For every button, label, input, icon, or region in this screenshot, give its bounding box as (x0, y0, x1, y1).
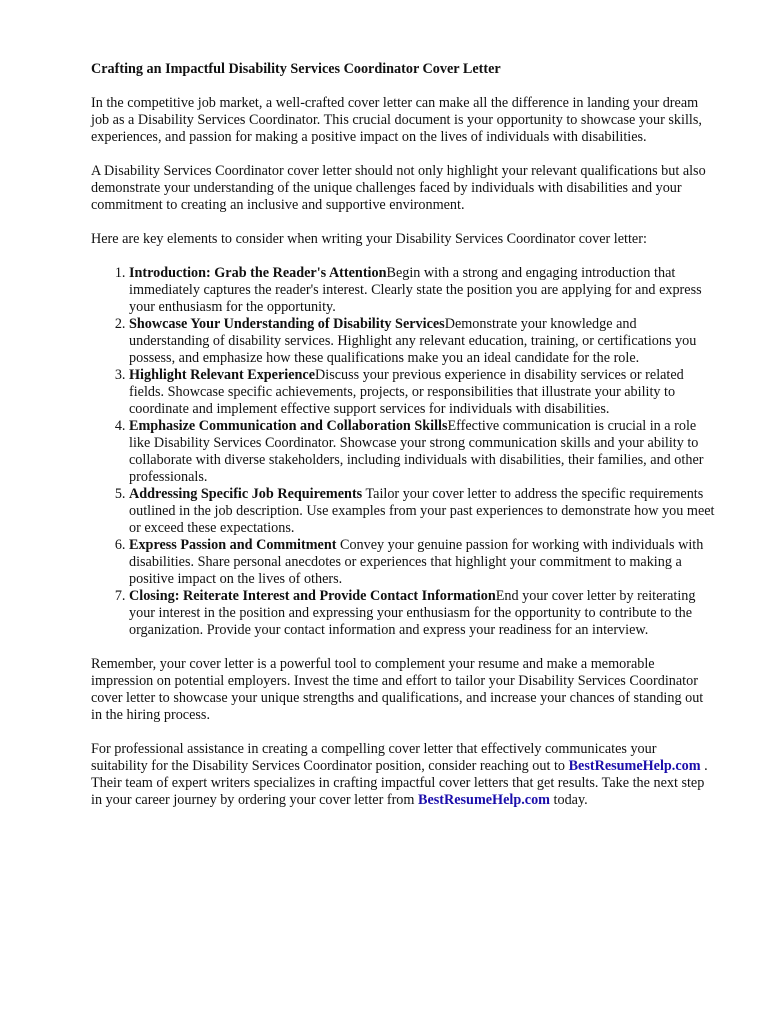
cta-text-1: For professional assistance in creating a compelling cover letter that effectively communicates your suitability for the Disability Services Coordinator position, consider reaching out to (91, 741, 657, 774)
list-item (129, 537, 716, 588)
intro-paragraph-1: In the competitive job market, a well-crafted cover letter can make all the difference in landing your dream job as a Disability Services Coordinator. This crucial document is your opportunity to showcase your skills, experiences, and passion for making a positive impact on the lives of individuals with disabilities. (91, 95, 702, 145)
document-title: Crafting an Impactful Disability Services Coordinator Cover Letter (91, 61, 501, 77)
cta-text-3: today. (549, 792, 588, 808)
intro-paragraph-3: Here are key elements to consider when writing your Disability Services Coordinator cover letter: (91, 231, 647, 247)
list-item (129, 418, 716, 486)
bestresumehelp-link-1[interactable]: BestResumeHelp.com (568, 758, 701, 774)
list-item-title: Highlight Relevant Experience (129, 367, 315, 383)
list-item (129, 588, 716, 639)
list-item (129, 486, 716, 537)
list-item-text: Convey your genuine passion for working with individuals with disabilities. Share personal anecdotes or experiences that highlight your commitment to making a positive impact on the lives of others. (129, 537, 704, 587)
list-item (129, 316, 716, 367)
cta-text-2: . Their team of expert writers specializes in crafting impactful cover letters that get results. Take the next step in your career journey by ordering your cover letter from (91, 758, 708, 808)
bestresumehelp-link-2[interactable]: BestResumeHelp.com (417, 792, 550, 808)
list-item (129, 265, 716, 316)
list-item-text: Begin with a strong and engaging introduction that immediately captures the reader's interest. Clearly state the position you are applying for and express your enthusiasm for the opportunity. (129, 265, 702, 315)
list-item-title: Closing: Reiterate Interest and Provide Contact Information (129, 588, 496, 604)
list-item-text: Tailor your cover letter to address the specific requirements outlined in the job description. Use examples from your past experiences to demonstrate how you meet or exceed these expectations. (129, 486, 715, 536)
list-item-text: End your cover letter by reiterating your interest in the position and expressing your enthusiasm for the opportunity to contribute to the organization. Provide your contact information and express your readiness for an interview. (129, 588, 696, 638)
list-item-title: Express Passion and Commitment (129, 537, 337, 553)
key-elements-list (91, 265, 716, 639)
closing-paragraph: Remember, your cover letter is a powerful tool to complement your resume and make a memorable impression on potential employers. Invest the time and effort to tailor your Disability Services Coordinator cover letter to showcase your unique strengths and qualifications, and increase your chances of standing out in the hiring process. (91, 656, 704, 723)
list-item-title: Introduction: Grab the Reader's Attention (129, 265, 387, 281)
cta-paragraph (91, 741, 716, 809)
list-item (129, 367, 716, 418)
list-item-text: Discuss your previous experience in disability services or related fields. Showcase specific achievements, projects, or responsibilities that illustrate your ability to coordinate and implement effective support services for individuals with disabilities. (129, 367, 684, 417)
list-item-title: Showcase Your Understanding of Disability Services (129, 316, 445, 332)
list-item-title: Addressing Specific Job Requirements (129, 486, 363, 502)
list-item-text: Demonstrate your knowledge and understanding of disability services. Highlight any relevant education, training, or certifications you possess, and emphasize how these qualifications make you an ideal candidate for the role. (129, 316, 697, 366)
document-page (91, 61, 716, 826)
list-item-text: Effective communication is crucial in a role like Disability Services Coordinator. Showcase your strong communication skills and your ability to collaborate with diverse stakeholders, including individuals with disabilities, their families, and other professionals. (129, 418, 704, 485)
list-item-title: Emphasize Communication and Collaboration Skills (129, 418, 448, 434)
intro-paragraph-2: A Disability Services Coordinator cover letter should not only highlight your relevant qualifications but also demonstrate your understanding of the unique challenges faced by individuals with disabilities and your commitment to creating an inclusive and supportive environment. (91, 163, 706, 213)
